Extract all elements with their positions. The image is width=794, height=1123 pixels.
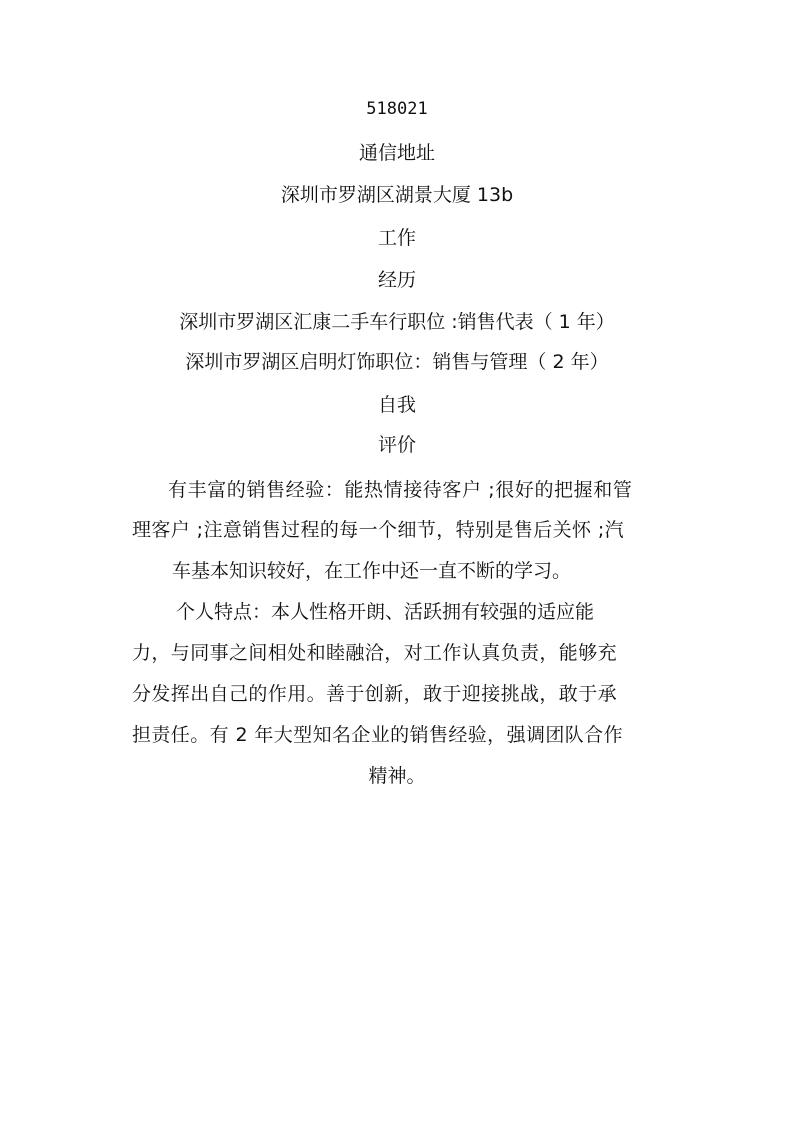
self-evaluation-heading-line2: 评价 — [377, 434, 416, 456]
job-entry-2: 深圳市罗湖区启明灯饰职位：销售与管理（ 2 年） — [185, 351, 609, 373]
experience-paragraph-line: 车基本知识较好，在工作中还一直不断的学习。 — [172, 560, 572, 582]
work-experience-heading-line2: 经历 — [377, 269, 416, 291]
self-evaluation-heading-line1: 自我 — [377, 394, 416, 416]
experience-paragraph-line: 有丰富的销售经验：能热情接待客户 ;很好的把握和管 — [168, 479, 633, 501]
work-experience-heading-line1: 工作 — [377, 227, 416, 249]
experience-paragraph-line: 理客户 ;注意销售过程的每一个细节，特别是售后关怀 ;汽 — [132, 519, 625, 541]
personality-paragraph-line: 力，与同事之间相处和睦融洽，对工作认真负责，能够充 — [132, 642, 618, 664]
job-entry-1: 深圳市罗湖区汇康二手车行职位 :销售代表（ 1 年） — [179, 311, 615, 333]
personality-paragraph-line: 担责任。有 2 年大型知名企业的销售经验，强调团队合作 — [132, 724, 623, 746]
personality-paragraph-line: 精神。 — [368, 765, 426, 787]
postal-code: 518021 — [366, 99, 428, 119]
personality-paragraph-line: 分发挥出自己的作用。善于创新，敢于迎接挑战，敢于承 — [132, 683, 618, 705]
personality-paragraph-line: 个人特点：本人性格开朗、活跃拥有较强的适应能 — [176, 601, 595, 623]
address-value: 深圳市罗湖区湖景大厦 13b — [280, 184, 514, 206]
address-label: 通信地址 — [358, 142, 435, 164]
